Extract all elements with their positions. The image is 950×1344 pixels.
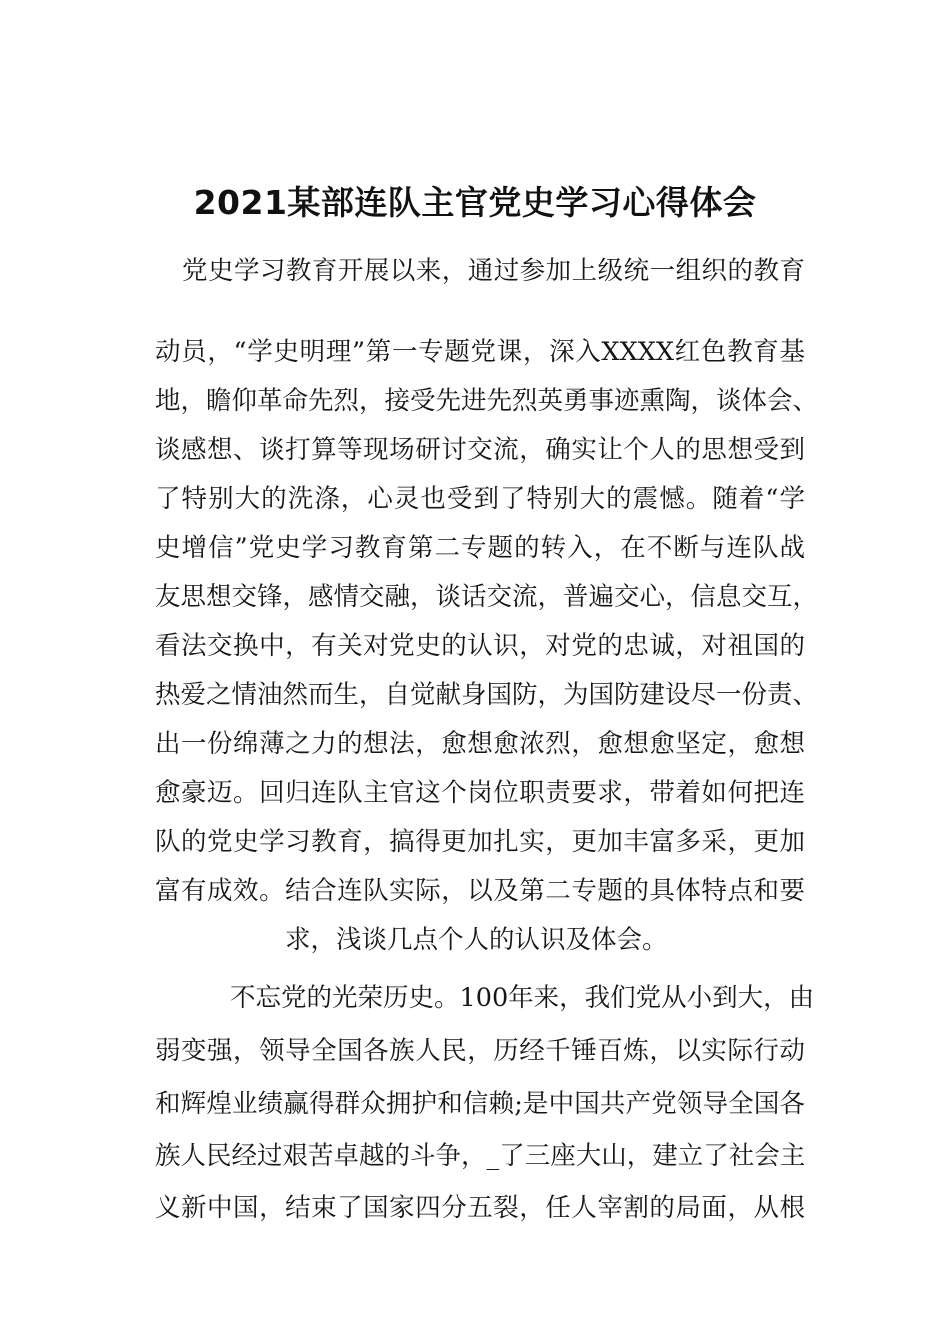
text-line: 队的党史学习教育，搞得更加扎实，更加丰富多采，更加 xyxy=(155,827,805,857)
text-line: 谈感想、谈打算等现场研讨交流，确实让个人的思想受到 xyxy=(155,435,805,465)
text-line: 愈豪迈。回归连队主官这个岗位职责要求，带着如何把连 xyxy=(155,778,805,808)
document-title: 2021某部连队主官党史学习心得体会 xyxy=(193,183,757,222)
text-line: 求，浅谈几点个人的认识及体会。 xyxy=(285,925,668,955)
text-line: 富有成效。结合连队实际，以及第二专题的具体特点和要 xyxy=(155,876,805,906)
text-line: 族人民经过艰苦卓越的斗争，_了三座大山，建立了社会主 xyxy=(155,1141,806,1171)
text-line: 史增信”党史学习教育第二专题的转入，在不断与连队战 xyxy=(155,533,805,563)
text-line: 义新中国，结束了国家四分五裂，任人宰割的局面，从根 xyxy=(155,1193,805,1223)
text-line: 动员，“学史明理”第一专题党课，深入XXXX红色教育基 xyxy=(155,337,805,367)
text-line: 和辉煌业绩赢得群众拥护和信赖;是中国共产党领导全国各 xyxy=(155,1089,805,1119)
text-line: 地，瞻仰革命先烈，接受先进先烈英勇事迹熏陶，谈体会、 xyxy=(155,386,819,416)
text-line: 了特别大的洗涤，心灵也受到了特别大的震憾。随着“学 xyxy=(155,484,805,514)
text-line: 看法交换中，有关对党史的认识，对党的忠诚，对祖国的 xyxy=(155,631,805,661)
text-line: 党史学习教育开展以来，通过参加上级统一组织的教育 xyxy=(182,256,805,286)
text-line: 出一份绵薄之力的想法，愈想愈浓烈，愈想愈坚定，愈想 xyxy=(155,729,805,759)
text-line: 弱变强，领导全国各族人民，历经千锤百炼，以实际行动 xyxy=(155,1036,805,1066)
text-line: 友思想交锋，感情交融，谈话交流，普遍交心，信息交互， xyxy=(155,582,819,612)
text-line: 不忘党的光荣历史。100年来，我们党从小到大，由 xyxy=(230,983,815,1013)
text-line: 热爱之情油然而生，自觉献身国防，为国防建设尽一份责、 xyxy=(155,680,819,710)
